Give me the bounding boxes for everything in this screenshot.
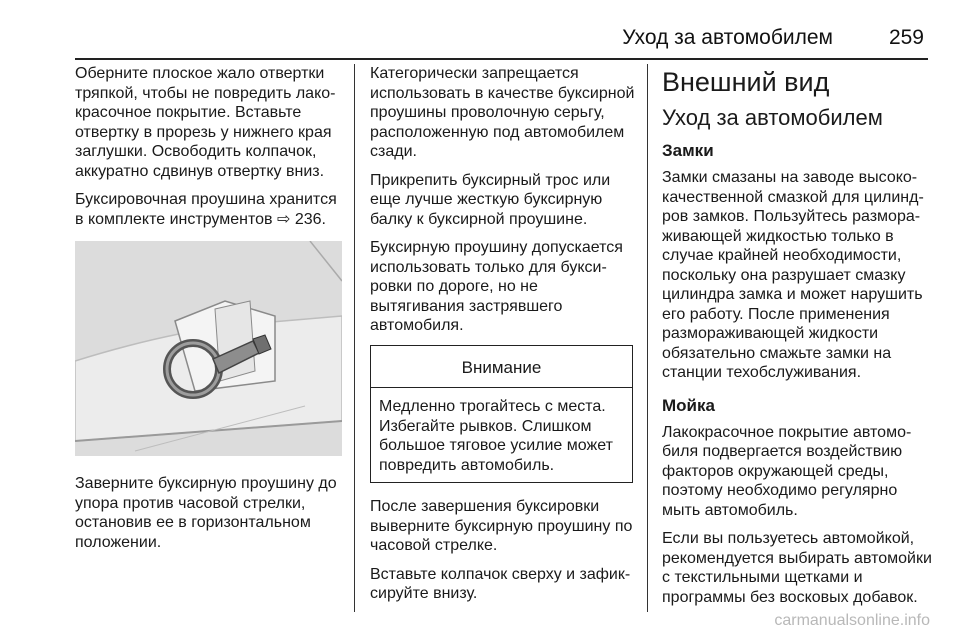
tow-eye-illustration (75, 241, 342, 456)
paragraph-attach-rope: Прикрепить буксирный трос или еще лучше жесткую буксирную балку к буксирной проушине. (370, 171, 611, 228)
paragraph-tow-eye-storage (75, 190, 345, 229)
paragraph-wrap-screwdriver: Оберните плоское жало отвертки тряпкой, чтобы не повредить лакокрасочное покрытие. Вставьте отвертку в прорезь у нижнего края заглушки. Освободить колпачок, аккуратно сдвинув отвертку вниз. (75, 65, 336, 180)
tow-eye-storage-text: Буксировочная проушина хранится в комплекте инструментов (75, 191, 337, 228)
section-heading-exterior: Внешний вид (662, 67, 830, 97)
page-number: 259 (888, 26, 924, 49)
page-header (75, 20, 928, 60)
column-left (75, 64, 345, 561)
warning-box (370, 345, 633, 484)
warning-text: Медленно трогайтесь с места. Избегайте рывков. Слишком большое тяговое усилие может повредить автомобиль. (379, 398, 613, 474)
column-right (662, 64, 932, 616)
warning-title: Внимание (371, 346, 632, 389)
paragraph-prohibited-use: Категорически запрещается использовать в качестве буксирной проушины проволочную серьгу, расположенную под автомобилем сзади. (370, 65, 635, 160)
arrow-ref-icon: ⇨ (276, 210, 291, 228)
paragraph-washing-2: Если вы пользуетесь автомойкой, рекомендуется выбирать автомойки с текстильными щетками и программы без восковых добавок. (662, 530, 932, 606)
heading-washing: Мойка (662, 395, 715, 415)
subsection-heading-care: Уход за автомобилем (662, 105, 883, 130)
paragraph-road-towing-only: Буксирную проушину допускается использовать только для буксировки по дороге, но не вытягивания застрявшего автомобиля. (370, 239, 623, 334)
heading-locks: Замки (662, 141, 714, 160)
paragraph-screw-in-tow-eye: Заверните буксирную проушину до упора против часовой стрелки, остановив ее в горизонтальном положении. (75, 475, 337, 551)
column-divider-1 (354, 64, 355, 612)
watermark: carmanualsonline.info (774, 612, 930, 629)
paragraph-insert-cap: Вставьте колпачок сверху и зафиксируйте внизу. (370, 565, 631, 602)
paragraph-washing-1: Лакокрасочное покрытие автомобиля подвергается воздействию факторов окружающей среды, поэтому необходимо регулярно мыть автомобиль. (662, 423, 912, 519)
column-middle (370, 64, 635, 613)
paragraph-after-towing: После завершения буксировки выверните буксирную проушину по часовой стрелке. (370, 498, 633, 554)
page-reference-link[interactable]: 236. (294, 210, 326, 228)
column-divider-2 (647, 64, 648, 612)
header-title: Уход за автомобилем (622, 26, 833, 49)
paragraph-locks: Замки смазаны на заводе высококачественной смазкой для цилиндров замков. Пользуйтесь размораживающей жидкостью только в случае крайней необходимости, поскольку она разрушает смазку цилиндра замка и может нарушить его работу. После применения размораживающей жидкости обязательно смажьте замки на станции техобслуживания. (662, 169, 924, 381)
